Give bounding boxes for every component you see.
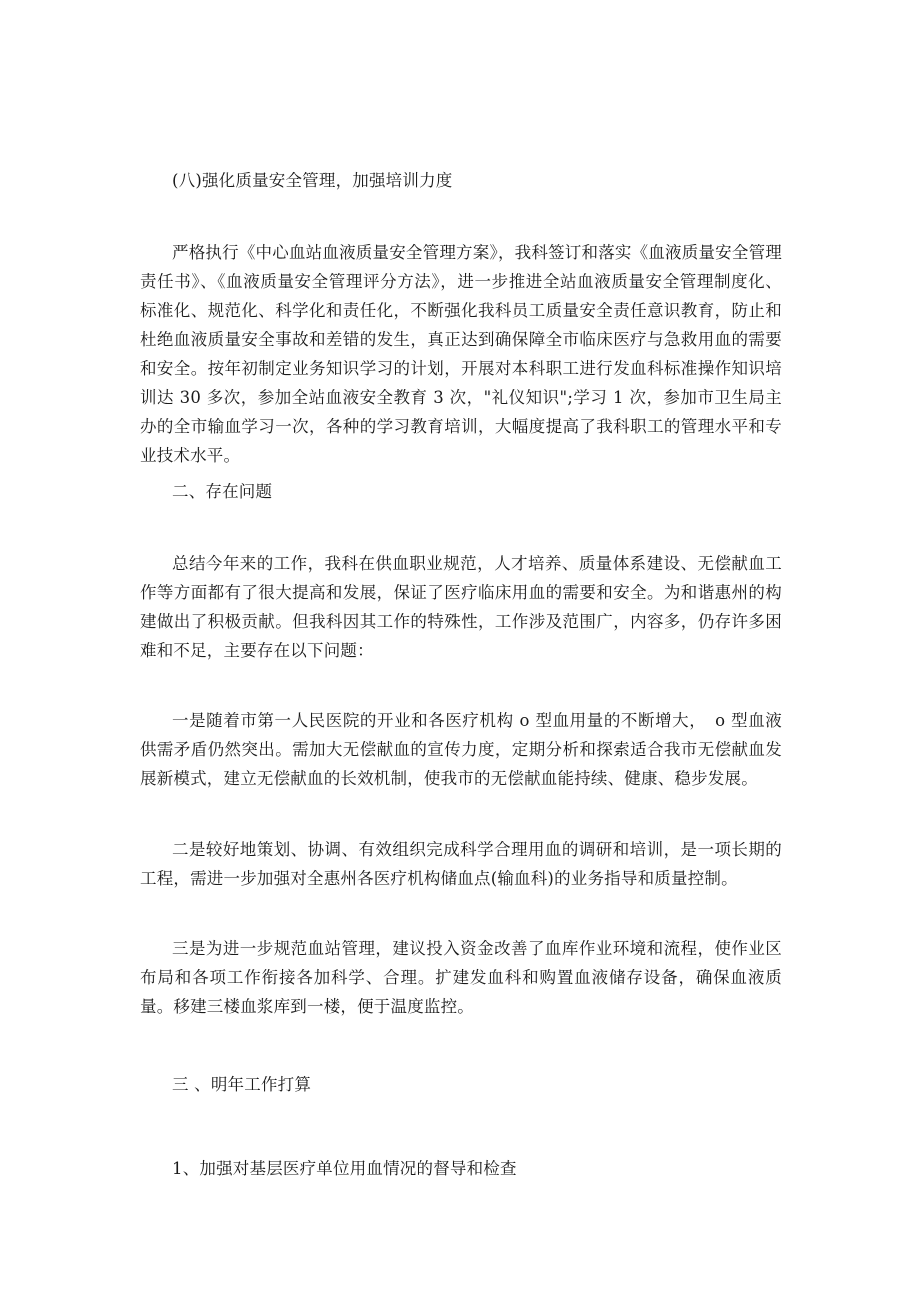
paragraph-quality-training: 严格执行《中心血站血液质量安全管理方案》，我科签订和落实《血液质量安全管理责任书》、《血液质量安全管理评分方法》，进一步推进全站血液质量安全管理制度化、标准化、规范化、科学化和责任化，不断强化我科员工质量安全责任意识教育，防止和杜绝血液质量安全事故和差错的发生，真正达到确保障全市临床医疗与急救用血的需要和安全。按年初制定业务知识学习的计划，开展对本科职工进行发血科标准操作知识培训达 30 多次，参加全站血液安全教育 3 次，"礼仪知识";学习 1 次，参加市卫生局主办的全市输血学习一次，各种的学习教育培训，大幅度提高了我科职工的管理水平和专业技术水平。 [140, 243, 782, 465]
paragraph-summary: 总结今年来的工作，我科在供血职业规范，人才培养、质量体系建设、无偿献血工作等方面都有了很大提高和发展，保证了医疗临床用血的需要和安全。为和谐惠州的构建做出了积极贡献。但我科因其工作的特殊性，工作涉及范围广，内容多，仍存许多困难和不足，主要存在以下问题： [140, 554, 782, 660]
section-heading-problems: 二、存在问题 [172, 482, 273, 501]
subheading-plan-1: 1、加强对基层医疗单位用血情况的督导和检查 [172, 1159, 517, 1178]
section-heading-8: (八)强化质量安全管理，加强培训力度 [172, 171, 453, 190]
paragraph-problem-3: 三是为进一步规范血站管理，建议投入资金改善了血库作业环境和流程，使作业区布局和各项工作衔接各加科学、合理。扩建发血科和购置血液储存设备，确保血液质量。移建三楼血浆库到一楼，便于温度监控。 [140, 939, 782, 1016]
paragraph-problem-2: 二是较好地策划、协调、有效组织完成科学合理用血的调研和培训，是一项长期的工程，需进一步加强对全惠州各医疗机构储血点(输血科)的业务指导和质量控制。 [140, 840, 782, 888]
section-heading-next-year: 三 、明年工作打算 [172, 1075, 312, 1094]
paragraph-problem-1: 一是随着市第一人民医院的开业和各医疗机构 o 型血用量的不断增大， o 型血液供需矛盾仍然突出。需加大无偿献血的宣传力度，定期分析和探索适合我市无偿献血发展新模式，建立无偿献血的长效机制，使我市的无偿献血能持续、健康、稳步发展。 [140, 711, 782, 788]
